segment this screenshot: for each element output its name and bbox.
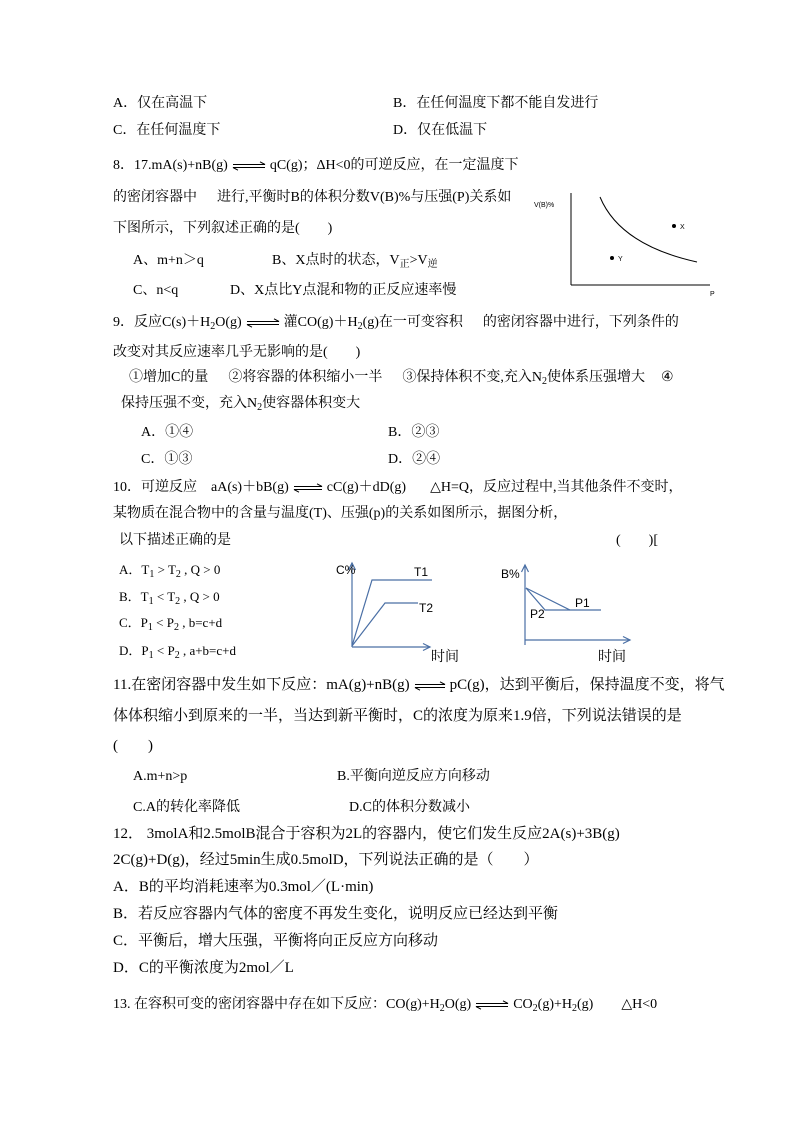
curve-t2-label: T2 xyxy=(419,601,434,615)
q10-stem-line-3: 以下描述正确的是 xyxy=(119,533,231,548)
q8-volume-fraction-pressure-graph xyxy=(530,185,720,305)
x-axis-label: 时间 xyxy=(598,648,626,664)
point-x-label: X xyxy=(680,224,685,231)
q8-option-c: C、n<q xyxy=(133,283,179,298)
q12-option-b: B．若反应容器内气体的密度不再发生变化，说明反应已经达到平衡 xyxy=(113,906,559,922)
q9-condition-1: ①增加C的量 xyxy=(129,370,209,385)
equilibrium-arrow-icon xyxy=(293,483,323,493)
point-y-marker xyxy=(610,256,614,260)
q10-option-text: < T xyxy=(153,589,176,604)
q10-stem-line-2: 某物质在混合物中的含量与温度(T)、压强(p)的关系如图所示，据图分析， xyxy=(113,506,568,521)
q8-option-b-text: B、X点时的状态，V xyxy=(272,253,400,268)
q9-option-a: A．①④ xyxy=(141,425,194,440)
q10-option-text: A．T xyxy=(119,562,150,577)
q11-option-c: C.A的转化率降低 xyxy=(133,800,240,815)
q13-stem-text: (g)+H xyxy=(537,997,573,1012)
q9-condition-3: 使体系压强增大 xyxy=(546,370,645,385)
q10-temperature-graph xyxy=(330,555,470,667)
q13-stem-text: 13. 在容积可变的密闭容器中存在如下反应：CO(g)+H xyxy=(113,997,440,1012)
q11-stem-text: 11.在密闭容器中发生如下反应：mA(g)+nB(g) xyxy=(113,677,410,693)
q9-condition-4: 保持压强不变，充入N xyxy=(121,396,258,411)
q9-stem-text: 灌CO(g)＋H xyxy=(283,315,358,330)
q12-stem-line-1: 12． 3molA和2.5molB混合于容积为2L的容器内，使它们发生反应2A(s)+3B(g) xyxy=(113,826,620,842)
q13-stem-line-1 xyxy=(113,996,657,1014)
q8-stem-line-1 xyxy=(113,157,519,175)
q11-stem-line-1 xyxy=(113,676,725,694)
equilibrium-arrow-icon xyxy=(232,161,266,171)
q13-enthalpy: △H<0 xyxy=(621,997,658,1012)
q10-option-text: , b=c+d xyxy=(178,615,223,630)
point-y-label: Y xyxy=(618,256,623,263)
x-axis-label: P xyxy=(710,291,715,298)
subscript: 2 xyxy=(572,1003,578,1014)
equilibrium-arrow-icon xyxy=(475,1000,509,1010)
q10-pressure-graph xyxy=(495,555,640,667)
q11-stem-text: pC(g)，达到平衡后，保持温度不变，将气 xyxy=(449,677,725,693)
q8-option-a: A、m+n＞q xyxy=(133,253,204,268)
subscript: 2 xyxy=(175,569,181,580)
q10-option-text: D．P xyxy=(119,643,149,658)
q7-option-d: D．仅在低温下 xyxy=(393,123,488,138)
q13-stem-text: O(g) xyxy=(444,997,472,1012)
y-axis-label: B% xyxy=(501,567,520,581)
q11-option-d: D.C的体积分数减小 xyxy=(349,800,470,815)
curve-p2-label: P2 xyxy=(530,607,545,621)
q12-option-c: C．平衡后，增大压强，平衡将向正反应方向移动 xyxy=(113,933,439,949)
subscript: 2 xyxy=(357,321,363,332)
q8-option-d: D、X点比Y点混和物的正反应速率慢 xyxy=(230,283,457,298)
q12-stem-line-2: 2C(g)+D(g)，经过5min生成0.5molD，下列说法正确的是（ ） xyxy=(113,852,539,868)
y-axis-label: C% xyxy=(336,563,356,577)
q8-stem-line-3: 下图所示，下列叙述正确的是( ) xyxy=(113,221,333,236)
q8-stem-text: 的密闭容器中 xyxy=(113,190,197,205)
q10-stem-line-1 xyxy=(113,479,682,497)
subscript: 1 xyxy=(147,622,153,633)
q8-reaction-left: 8．17.mA(s)+nB(g) xyxy=(113,158,228,173)
q9-stem-text: 的密闭容器中进行，下列条件的 xyxy=(482,315,679,330)
q10-option-a xyxy=(119,561,220,579)
q10-option-text: C．P xyxy=(119,615,148,630)
q10-answer-bracket: ( )[ xyxy=(616,533,658,548)
equilibrium-arrow-icon xyxy=(246,318,280,328)
q9-condition-4: 使容器体积变大 xyxy=(262,396,361,411)
q9-stem-text: O(g) xyxy=(215,315,242,330)
q10-option-c xyxy=(119,614,222,632)
q8-stem-line-2 xyxy=(113,189,511,207)
q10-stem-text: cC(g)＋dD(g) xyxy=(326,480,407,495)
q10-option-text: > T xyxy=(154,562,176,577)
q9-stem-line-1 xyxy=(113,314,679,332)
subscript: 2 xyxy=(210,321,216,332)
curve-t2 xyxy=(352,603,418,646)
y-axis-label: V(B)% xyxy=(534,202,555,209)
q10-option-text: , Q > 0 xyxy=(180,562,221,577)
q13-stem-text: CO xyxy=(513,997,533,1012)
point-x-marker xyxy=(672,224,676,228)
q8-stem-text: 进行,平衡时B的体积分数V(B)%与压强(P)关系如 xyxy=(217,190,512,205)
q11-stem-line-2: 体体积缩小到原来的一半，当达到新平衡时，C的浓度为原来1.9倍，下列说法错误的是 xyxy=(113,708,682,724)
q9-stem-line-2: 改变对其反应速率几乎无影响的是( ) xyxy=(113,345,361,360)
q12-option-a: A．B的平均消耗速率为0.3mol／(L·min) xyxy=(113,879,374,895)
q11-option-b: B.平衡向逆反应方向移动 xyxy=(337,769,490,784)
curve-p1-label: P1 xyxy=(575,596,590,610)
q9-condition-4: ④ xyxy=(660,370,674,385)
q10-option-text: < P xyxy=(153,643,175,658)
q9-stem-text: 9．反应C(s)＋H xyxy=(113,315,211,330)
subscript: 2 xyxy=(541,376,547,387)
q8-reaction-right: qC(g)；ΔH<0的可逆反应，在一定温度下 xyxy=(269,158,519,173)
q11-stem-line-3: ( ) xyxy=(113,738,153,754)
q10-option-text: B．T xyxy=(119,589,149,604)
q9-condition-2: ②将容器的体积缩小一半 xyxy=(228,370,383,385)
q10-option-text: < P xyxy=(152,615,174,630)
subscript: 逆 xyxy=(427,259,438,270)
q9-option-b: B．②③ xyxy=(388,425,440,440)
curve-t1-label: T1 xyxy=(414,565,429,579)
q9-option-c: C．①③ xyxy=(141,452,193,467)
subscript: 2 xyxy=(174,650,180,661)
q12-option-d: D．C的平衡浓度为2mol／L xyxy=(113,960,294,976)
q8-option-b-text: >V xyxy=(409,253,428,268)
q7-option-a: A．仅在高温下 xyxy=(113,96,208,111)
q7-option-c: C．在任何温度下 xyxy=(113,123,221,138)
q9-stem-text: (g)在一可变容积 xyxy=(362,315,463,330)
q10-option-text: , Q > 0 xyxy=(180,589,220,604)
subscript: 2 xyxy=(439,1003,445,1014)
q8-option-b xyxy=(272,252,438,270)
subscript: 1 xyxy=(148,650,154,661)
q10-option-text: , a+b=c+d xyxy=(179,643,236,658)
subscript: 2 xyxy=(532,1003,538,1014)
subscript: 1 xyxy=(149,569,155,580)
q10-option-d xyxy=(119,642,236,660)
q9-conditions-line-1 xyxy=(129,369,674,387)
q11-option-a: A.m+n>p xyxy=(133,769,188,784)
subscript: 2 xyxy=(175,596,181,607)
q9-conditions-line-2 xyxy=(121,395,360,413)
subscript: 1 xyxy=(148,596,154,607)
q7-option-b: B．在任何温度下都不能自发进行 xyxy=(393,96,599,111)
q10-option-b xyxy=(119,588,220,606)
q13-stem-text: (g) xyxy=(577,997,594,1012)
equilibrium-arrow-icon xyxy=(414,681,446,691)
x-axis-label: 时间 xyxy=(431,648,459,664)
q9-option-d: D．②④ xyxy=(388,452,441,467)
subscript: 2 xyxy=(173,622,179,633)
q9-condition-3: ③保持体积不变,充入N xyxy=(402,370,542,385)
q10-stem-text: 10．可逆反应 aA(s)＋bB(g) xyxy=(113,480,289,495)
q10-stem-text: △H=Q，反应过程中,当其他条件不变时， xyxy=(430,480,683,495)
subscript: 2 xyxy=(257,402,263,413)
subscript: 正 xyxy=(399,259,410,270)
